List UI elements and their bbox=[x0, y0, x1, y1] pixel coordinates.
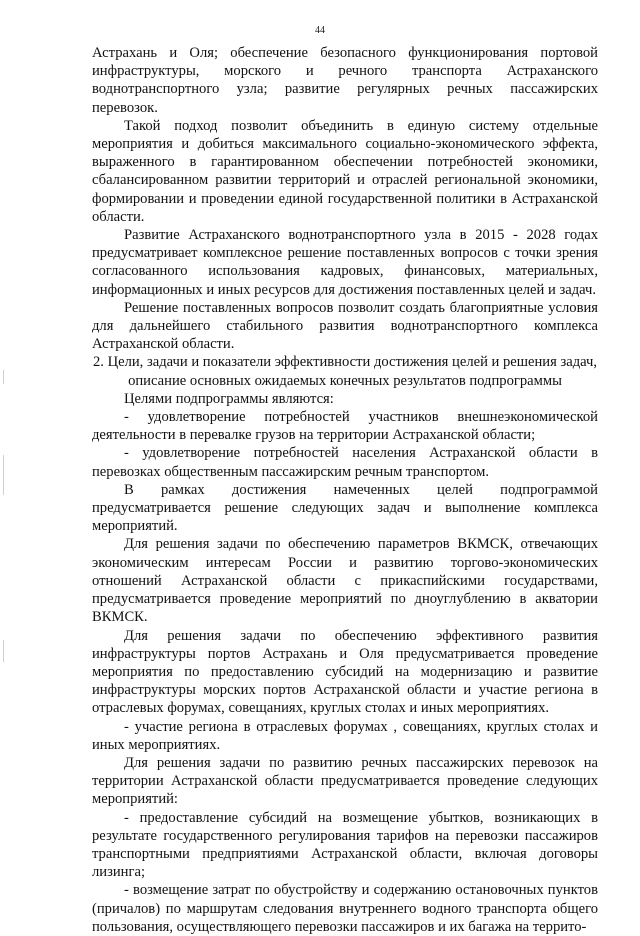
paragraph: - возмещение затрат по обустройству и содержанию остановочных пунктов (причалов) по маршрутам следования внутреннего водного транспорта общего пользования, осуществляющего перевозки пассажиров и их багажа на террито- bbox=[92, 882, 598, 935]
paragraph: Целями подпрограммы являются: bbox=[124, 390, 334, 407]
paragraph: Решение поставленных вопросов позволит создать благоприятные условия для дальнейшего стабильного развития воднотранспортного комплекса Астраханской области. bbox=[92, 299, 598, 353]
paragraph: Развитие Астраханского воднотранспортного узла в 2015 - 2028 годах предусматривает комплексное решение поставленных вопросов с точки зрения согласованного использования кадровых, финансовых, материальных, информационных и иных ресурсов для достижения поставленных целей и задач. bbox=[92, 227, 598, 298]
paragraph: Для решения задачи по обеспечению эффективного развития инфраструктуры портов Астрахань и Оля предусматривается проведение мероприятия по предоставлению субсидий на модернизацию и развитие инфраструктуры морских портов Астраханской области и участие региона в отраслевых форумах, совещаниях, круглых столах и иных мероприятиях. bbox=[92, 627, 598, 717]
paragraph: - удовлетворение потребностей участников внешнеэкономической деятельности в перевалке грузов на территории Астраханской области; bbox=[92, 409, 598, 444]
page-number: 44 bbox=[315, 25, 325, 36]
section-heading: 2. Цели, задачи и показатели эффективности достижения целей и решения задач, описание основных ожидаемых конечных результатов подпрограммы bbox=[92, 354, 598, 389]
paragraph: - предоставление субсидий на возмещение убытков, возникающих в результате государственного регулирования тарифов на перевозки пассажиров транспортными предприятиями Астраханской области, включая договоры лизинга; bbox=[92, 809, 598, 881]
scan-binding-marks bbox=[0, 0, 8, 905]
document-body bbox=[92, 44, 598, 936]
paragraph: - участие региона в отраслевых форумах , совещаниях, круглых столах и иных мероприятиях. bbox=[92, 718, 598, 753]
paragraph: Для решения задачи по обеспечению параметров ВКМСК, отвечающих экономическим интересам России и развитию торгово-экономических отношений Астраханской области с прикаспийскими государствами, предусматривается проведение мероприятий по дноуглублению в акватории ВКМСК. bbox=[92, 536, 598, 626]
paragraph: Для решения задачи по развитию речных пассажирских перевозок на территории Астраханской области предусматривается проведение следующих мероприятий: bbox=[92, 754, 598, 808]
paragraph: Такой подход позволит объединить в единую систему отдельные мероприятия и добиться максимального социально-экономического эффекта, выраженного в гарантированном обеспечении потребностей экономики, сбалансированном развитии территорий и отраслей региональной экономики, формировании и проведении единой государственной политики в Астраханской области. bbox=[92, 117, 598, 225]
paragraph: Астрахань и Оля; обеспечение безопасного функционирования портовой инфраструктуры, морского и речного транспорта Астраханского воднотранспортного узла; развитие регулярных речных пассажирских перевозок. bbox=[92, 45, 598, 116]
paragraph: - удовлетворение потребностей населения Астраханской области в перевозках общественным пассажирским речным транспортом. bbox=[92, 445, 598, 480]
paragraph: В рамках достижения намеченных целей подпрограммой предусматривается решение следующих задач и выполнение комплекса мероприятий. bbox=[92, 481, 598, 535]
